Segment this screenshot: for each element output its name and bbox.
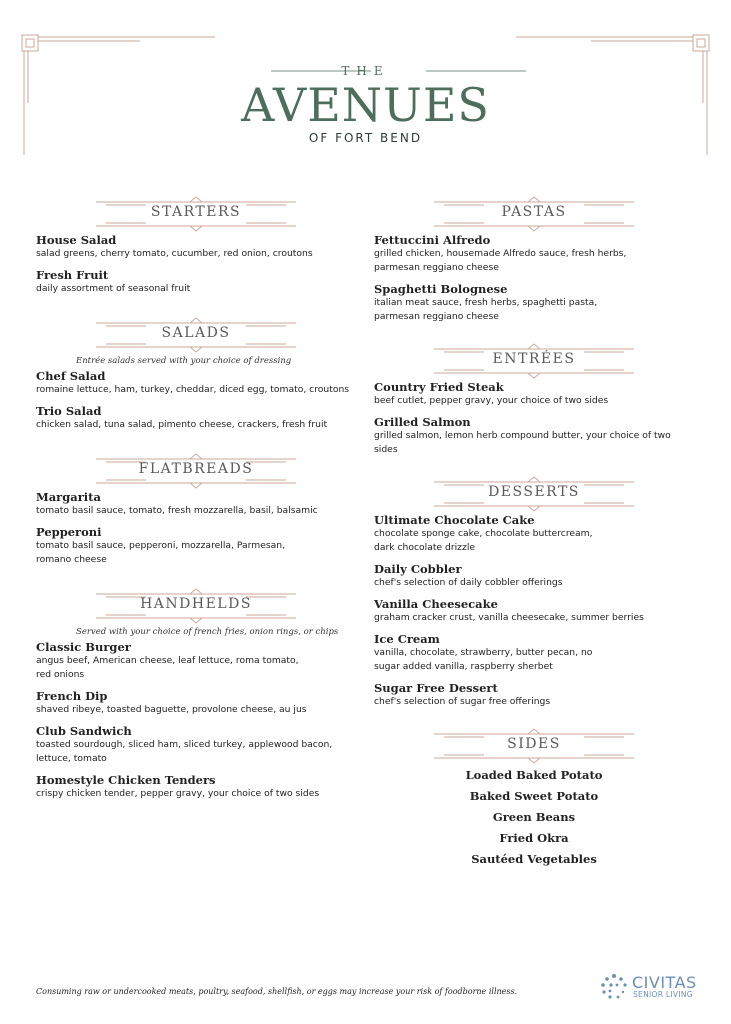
item-name: Country Fried Steak	[374, 380, 504, 394]
menu-item	[374, 380, 674, 408]
menu-item	[36, 233, 366, 261]
side-item: Sautéed Vegetables	[471, 852, 597, 866]
item-desc: beef cutlet, pepper gravy, your choice of two sides	[374, 395, 609, 406]
section-note: Entrée salads served with your choice of dressing	[76, 356, 292, 366]
section-desserts	[374, 475, 674, 709]
item-desc: angus beef, American cheese, leaf lettuce, roma tomato, red onions	[36, 655, 299, 680]
section-salads	[36, 316, 366, 432]
item-name: Sugar Free Dessert	[374, 681, 498, 695]
item-name: Homestyle Chicken Tenders	[36, 773, 216, 787]
item-name: Chef Salad	[36, 369, 106, 383]
side-item: Loaded Baked Potato	[465, 768, 603, 782]
item-desc: graham cracker crust, vanilla cheesecake, summer berries	[374, 612, 644, 623]
item-desc: chocolate sponge cake, chocolate buttercream, dark chocolate drizzle	[374, 528, 593, 553]
menu-item	[374, 632, 674, 674]
menu-item	[36, 268, 366, 296]
menu-item	[374, 597, 674, 625]
item-name: Grilled Salmon	[374, 415, 471, 429]
item-name: Fresh Fruit	[36, 268, 109, 282]
menu-column-right	[374, 195, 674, 870]
item-name: House Salad	[36, 233, 117, 247]
item-desc: chef's selection of sugar free offerings	[374, 696, 551, 707]
item-name: Margarita	[36, 490, 101, 504]
section-title: DESSERTS	[488, 484, 580, 500]
section-header	[434, 195, 634, 233]
item-name: Classic Burger	[36, 640, 131, 654]
section-note: Served with your choice of french fries, onion rings, or chips	[76, 627, 339, 637]
item-desc: italian meat sauce, fresh herbs, spaghetti pasta, parmesan reggiano cheese	[374, 297, 598, 322]
sides-list	[434, 765, 634, 870]
section-header	[434, 475, 634, 513]
menu-item	[374, 513, 674, 555]
item-desc: chef's selection of daily cobbler offerings	[374, 577, 563, 588]
item-name: Trio Salad	[36, 404, 102, 418]
menu-item	[374, 681, 674, 709]
item-name: Fettuccini Alfredo	[374, 233, 491, 247]
item-desc: shaved ribeye, toasted baguette, provolone cheese, au jus	[36, 704, 307, 715]
section-sides	[374, 727, 674, 870]
item-name: Ultimate Chocolate Cake	[374, 513, 535, 527]
section-header	[96, 452, 296, 490]
section-header	[434, 727, 634, 765]
item-name: Club Sandwich	[36, 724, 132, 738]
item-name: French Dip	[36, 689, 108, 703]
menu-item	[374, 415, 674, 457]
item-name: Daily Cobbler	[374, 562, 462, 576]
logo-subtitle: OF FORT BEND	[308, 131, 423, 145]
section-starters	[36, 195, 366, 296]
logo-the: THE	[341, 64, 390, 78]
civitas-name: CIVITAS	[632, 973, 697, 992]
menu-item	[36, 369, 366, 397]
item-name: Ice Cream	[374, 632, 440, 646]
menu-item	[36, 640, 366, 682]
menu-column-left	[36, 195, 366, 808]
item-name: Vanilla Cheesecake	[374, 597, 498, 611]
section-header	[96, 195, 296, 233]
brand-logo	[0, 60, 731, 145]
menu-item	[36, 490, 366, 518]
section-title: PASTAS	[501, 204, 567, 220]
item-desc: crispy chicken tender, pepper gravy, your choice of two sides	[36, 788, 320, 799]
item-desc: grilled salmon, lemon herb compound butter, your choice of two sides	[374, 430, 671, 455]
section-title: FLATBREADS	[138, 461, 254, 477]
section-flatbreads	[36, 452, 366, 567]
item-desc: tomato basil sauce, pepperoni, mozzarella, Parmesan, romano cheese	[36, 540, 286, 565]
section-header	[434, 342, 634, 380]
item-desc: tomato basil sauce, tomato, fresh mozzarella, basil, balsamic	[36, 505, 318, 516]
side-item: Fried Okra	[499, 831, 569, 845]
civitas-tagline: SENIOR LIVING	[633, 990, 693, 999]
menu-item	[36, 689, 366, 717]
section-entrees	[374, 342, 674, 457]
item-desc: chicken salad, tuna salad, pimento cheese, crackers, fresh fruit	[36, 419, 328, 430]
side-item: Green Beans	[492, 810, 576, 824]
section-title: HANDHELDS	[140, 596, 252, 612]
section-header	[96, 587, 296, 625]
section-title: ENTRÉES	[492, 351, 576, 367]
section-title: STARTERS	[150, 204, 242, 220]
menu-item	[36, 525, 366, 567]
menu-item	[36, 724, 366, 766]
section-handhelds	[36, 587, 366, 801]
logo-wordmark: AVENUES	[241, 78, 490, 132]
item-desc: toasted sourdough, sliced ham, sliced turkey, applewood bacon, lettuce, tomato	[36, 739, 333, 764]
item-name: Spaghetti Bolognese	[374, 282, 508, 296]
civitas-dots-icon	[598, 972, 630, 1002]
item-name: Pepperoni	[36, 525, 102, 539]
logo-the-row	[341, 64, 389, 76]
item-desc: salad greens, cherry tomato, cucumber, red onion, croutons	[36, 248, 313, 259]
item-desc: romaine lettuce, ham, turkey, cheddar, diced egg, tomato, croutons	[36, 384, 350, 395]
civitas-logo	[598, 972, 708, 1002]
section-header	[96, 316, 296, 354]
item-desc: grilled chicken, housemade Alfredo sauce, fresh herbs, parmesan reggiano cheese	[374, 248, 627, 273]
menu-item	[36, 404, 366, 432]
menu-item	[36, 773, 366, 801]
item-desc: vanilla, chocolate, strawberry, butter pecan, no sugar added vanilla, raspberry sherbet	[374, 647, 593, 672]
section-title: SALADS	[161, 325, 231, 341]
menu-item	[374, 562, 674, 590]
section-pastas	[374, 195, 674, 324]
section-title: SIDES	[507, 736, 561, 752]
foodborne-disclaimer: Consuming raw or undercooked meats, poultry, seafood, shellfish, or eggs may increase your risk of foodborne illness.	[36, 987, 518, 996]
menu-item	[374, 282, 674, 324]
item-desc: daily assortment of seasonal fruit	[36, 283, 191, 294]
side-item: Baked Sweet Potato	[469, 789, 599, 803]
logo-the-rules	[271, 64, 526, 78]
menu-item	[374, 233, 674, 275]
